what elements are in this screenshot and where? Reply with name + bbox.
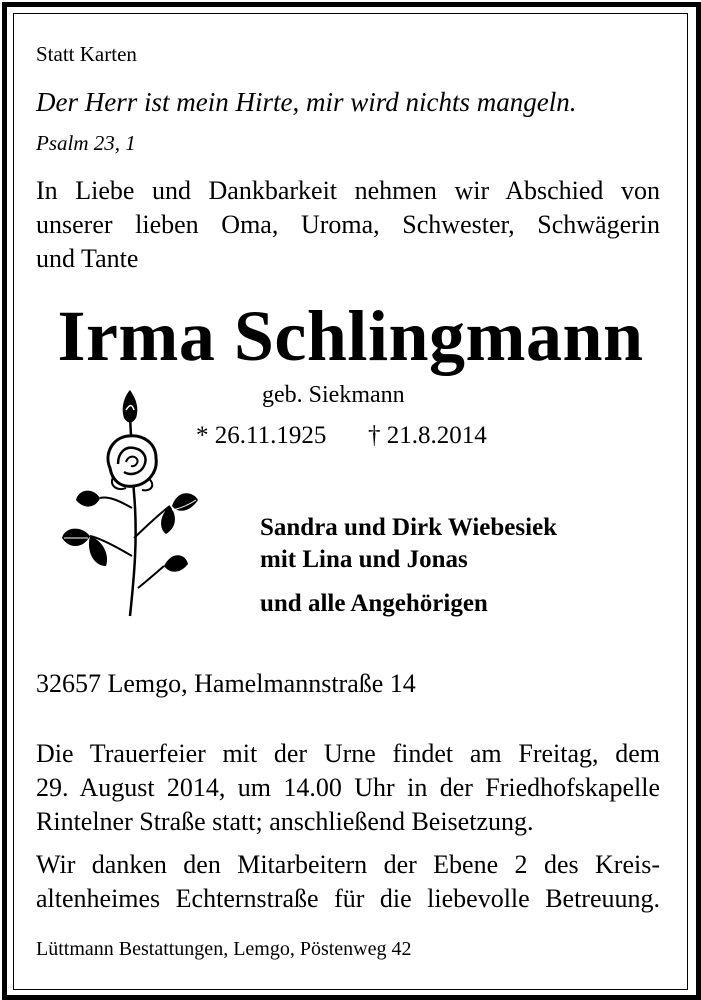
intro-line-2: unserer lieben Oma, Uroma, Schwester, Schwägerin	[36, 210, 660, 239]
mourners-line-3: und alle Angehörigen	[260, 590, 488, 617]
rose-icon	[60, 388, 200, 628]
birth-name: geb. Siekmann	[262, 382, 405, 408]
address: 32657 Lemgo, Hamelmannstraße 14	[36, 669, 416, 698]
thanks-text	[36, 848, 660, 916]
thanks-line-2: altenheimes Echternstraße für die liebevolle Betreuung.	[36, 884, 660, 913]
statt-karten: Statt Karten	[36, 42, 137, 66]
mourners-line-1: Sandra und Dirk Wiebesiek	[260, 514, 558, 541]
funeral-home-footer: Lüttmann Bestattungen, Lemgo, Pöstenweg 42	[36, 938, 412, 960]
death-date: † 21.8.2014	[368, 422, 487, 449]
ceremony-line-3: Rintelner Straße statt; anschließend Beisetzung.	[36, 807, 534, 836]
intro-line-1: In Liebe und Dankbarkeit nehmen wir Abschied von	[36, 176, 660, 205]
bible-quote: Der Herr ist mein Hirte, mir wird nichts mangeln.	[36, 87, 577, 117]
birth-date: * 26.11.1925	[196, 422, 327, 449]
psalm-reference: Psalm 23, 1	[36, 131, 136, 155]
deceased-name: Irma Schlingmann	[57, 296, 644, 376]
thanks-line-1: Wir danken den Mitarbeitern der Ebene 2 des Kreis-	[36, 850, 660, 879]
ceremony-line-2: 29. August 2014, um 14.00 Uhr in der Friedhofskapelle	[36, 773, 660, 802]
intro-text	[36, 174, 660, 276]
ceremony-text	[36, 737, 660, 839]
mourners-line-2: mit Lina und Jonas	[260, 546, 468, 573]
ceremony-line-1: Die Trauerfeier mit der Urne findet am Freitag, dem	[36, 739, 660, 768]
intro-line-3: und Tante	[36, 244, 139, 273]
